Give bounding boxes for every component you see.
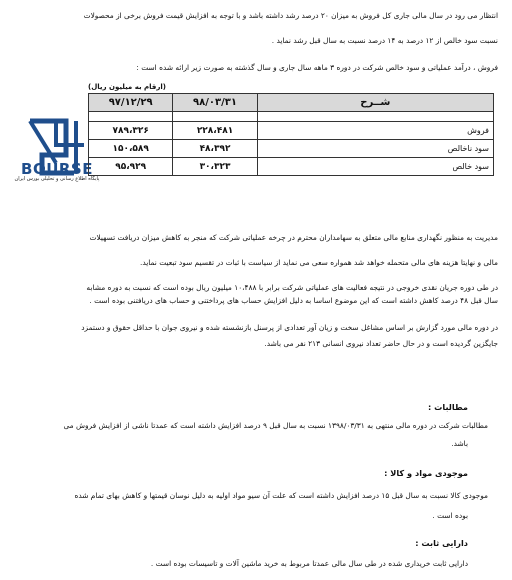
table-row bbox=[89, 122, 494, 140]
fixed-assets-line-1: دارایی ثابت خریداری شده در طی سال مالی عمدتا مربوط به خرید ماشین آلات و تاسیسات بوده است . bbox=[150, 559, 468, 568]
inventory-heading: موجودی مواد و کالا : bbox=[384, 468, 468, 478]
table-row bbox=[89, 140, 494, 158]
row-value-period-1: ۴۸،۳۹۲ bbox=[173, 140, 257, 158]
row-value-period-2: ۱۵۰،۵۸۹ bbox=[89, 140, 173, 158]
row-label: سود خالص bbox=[257, 158, 493, 176]
receivables-line-2: باشد. bbox=[451, 439, 468, 448]
row-value-period-2: ۹۵،۹۲۹ bbox=[89, 158, 173, 176]
row-value-period-1: ۲۲۸،۴۸۱ bbox=[173, 122, 257, 140]
table-spacer-row bbox=[89, 112, 494, 122]
cashflow-line-2: سال قبل ۴۸ درصد کاهش داشته است که این موضوع اساسا به دلیل افزایش حساب های پرداختنی و حساب های دریافتنی بوده است . bbox=[89, 296, 498, 305]
table-header-row bbox=[89, 94, 494, 112]
logo-tagline: پایگاه اطلاع رسانی و تحلیلی بورس ایران bbox=[14, 176, 100, 182]
intro-line-1: انتظار می رود در سال مالی جاری کل فروش به میزان ۲۰ درصد رشد داشته باشد و با توجه به افزایش قیمت فروش برخی از محصولات bbox=[83, 11, 498, 20]
fixed-assets-heading: دارایی ثابت : bbox=[415, 538, 468, 548]
row-label: فروش bbox=[257, 122, 493, 140]
receivables-line-1: مطالبات شرکت در دوره مالی منتهی به ۱۳۹۸/۰۳/۳۱ نسبت به سال قبل ۹ درصد افزایش داشته است که عمدتا ناشی از افزایش فروش می bbox=[63, 421, 488, 430]
row-value-period-2: ۷۸۹،۳۲۶ bbox=[89, 122, 173, 140]
intro-line-2: نسبت سود خالص از ۱۲ درصد به ۱۴ درصد نسبت به سال قبل رشد نماید . bbox=[271, 36, 498, 45]
receivables-heading: مطالبات : bbox=[428, 402, 468, 412]
inventory-line-2: بوده است . bbox=[432, 511, 468, 520]
cashflow-line-1: در طی دوره جریان نقدی خروجی در نتیجه فعالیت های عملیاتی شرکت برابر با ۱۰،۴۸۸ میلیون ریال بوده است که نسبت به دوره مشابه bbox=[86, 283, 498, 292]
workforce-line-1: در دوره مالی مورد گزارش بر اساس مشاغل سخت و زیان آور تعدادی از پرسنل بازنشسته شده و نیروی جوان با حداقل حقوق و دستمزد bbox=[81, 323, 498, 332]
intro-line-3: فروش ، درآمد عملیاتی و سود خالص شرکت در دوره ۳ ماهه سال جاری و سال گذشته به صورت زیر ارائه شده است : bbox=[136, 63, 498, 72]
table-unit-note: (ارقام به میلیون ریال) bbox=[88, 83, 166, 91]
header-period-2: ۹۷/۱۲/۲۹ bbox=[89, 94, 173, 112]
header-description: شــرح bbox=[257, 94, 493, 112]
financial-summary-table bbox=[88, 93, 494, 176]
inventory-line-1: موجودی کالا نسبت به سال قبل ۱۵ درصد افزایش داشته است که علت آن سیو مواد اولیه به دلیل نوسان قیمتها و کاهش بهای تمام شده bbox=[74, 491, 488, 500]
table-row bbox=[89, 158, 494, 176]
logo-wordmark: BOURSE bbox=[21, 160, 93, 178]
policy-line-1: مدیریت به منظور نگهداری منابع مالی متعلق به سهامداران محترم در چرخه عملیاتی شرکت که منجر به کاهش میزان دریافت تسهیلات bbox=[89, 233, 498, 242]
row-label: سود ناخالص bbox=[257, 140, 493, 158]
header-period-1: ۹۸/۰۳/۳۱ bbox=[173, 94, 257, 112]
policy-line-2: مالی و نهایتا هزینه های مالی متحمله خواهد شد همواره سعی می نماید از سیاست با ثبات در تقسیم سود تبعیت نماید. bbox=[140, 258, 498, 267]
workforce-line-2: جایگزین گردیده است و در حال حاضر تعداد نیروی انسانی ۲۱۳ نفر می باشد. bbox=[264, 339, 498, 348]
row-value-period-1: ۳۰،۳۲۳ bbox=[173, 158, 257, 176]
